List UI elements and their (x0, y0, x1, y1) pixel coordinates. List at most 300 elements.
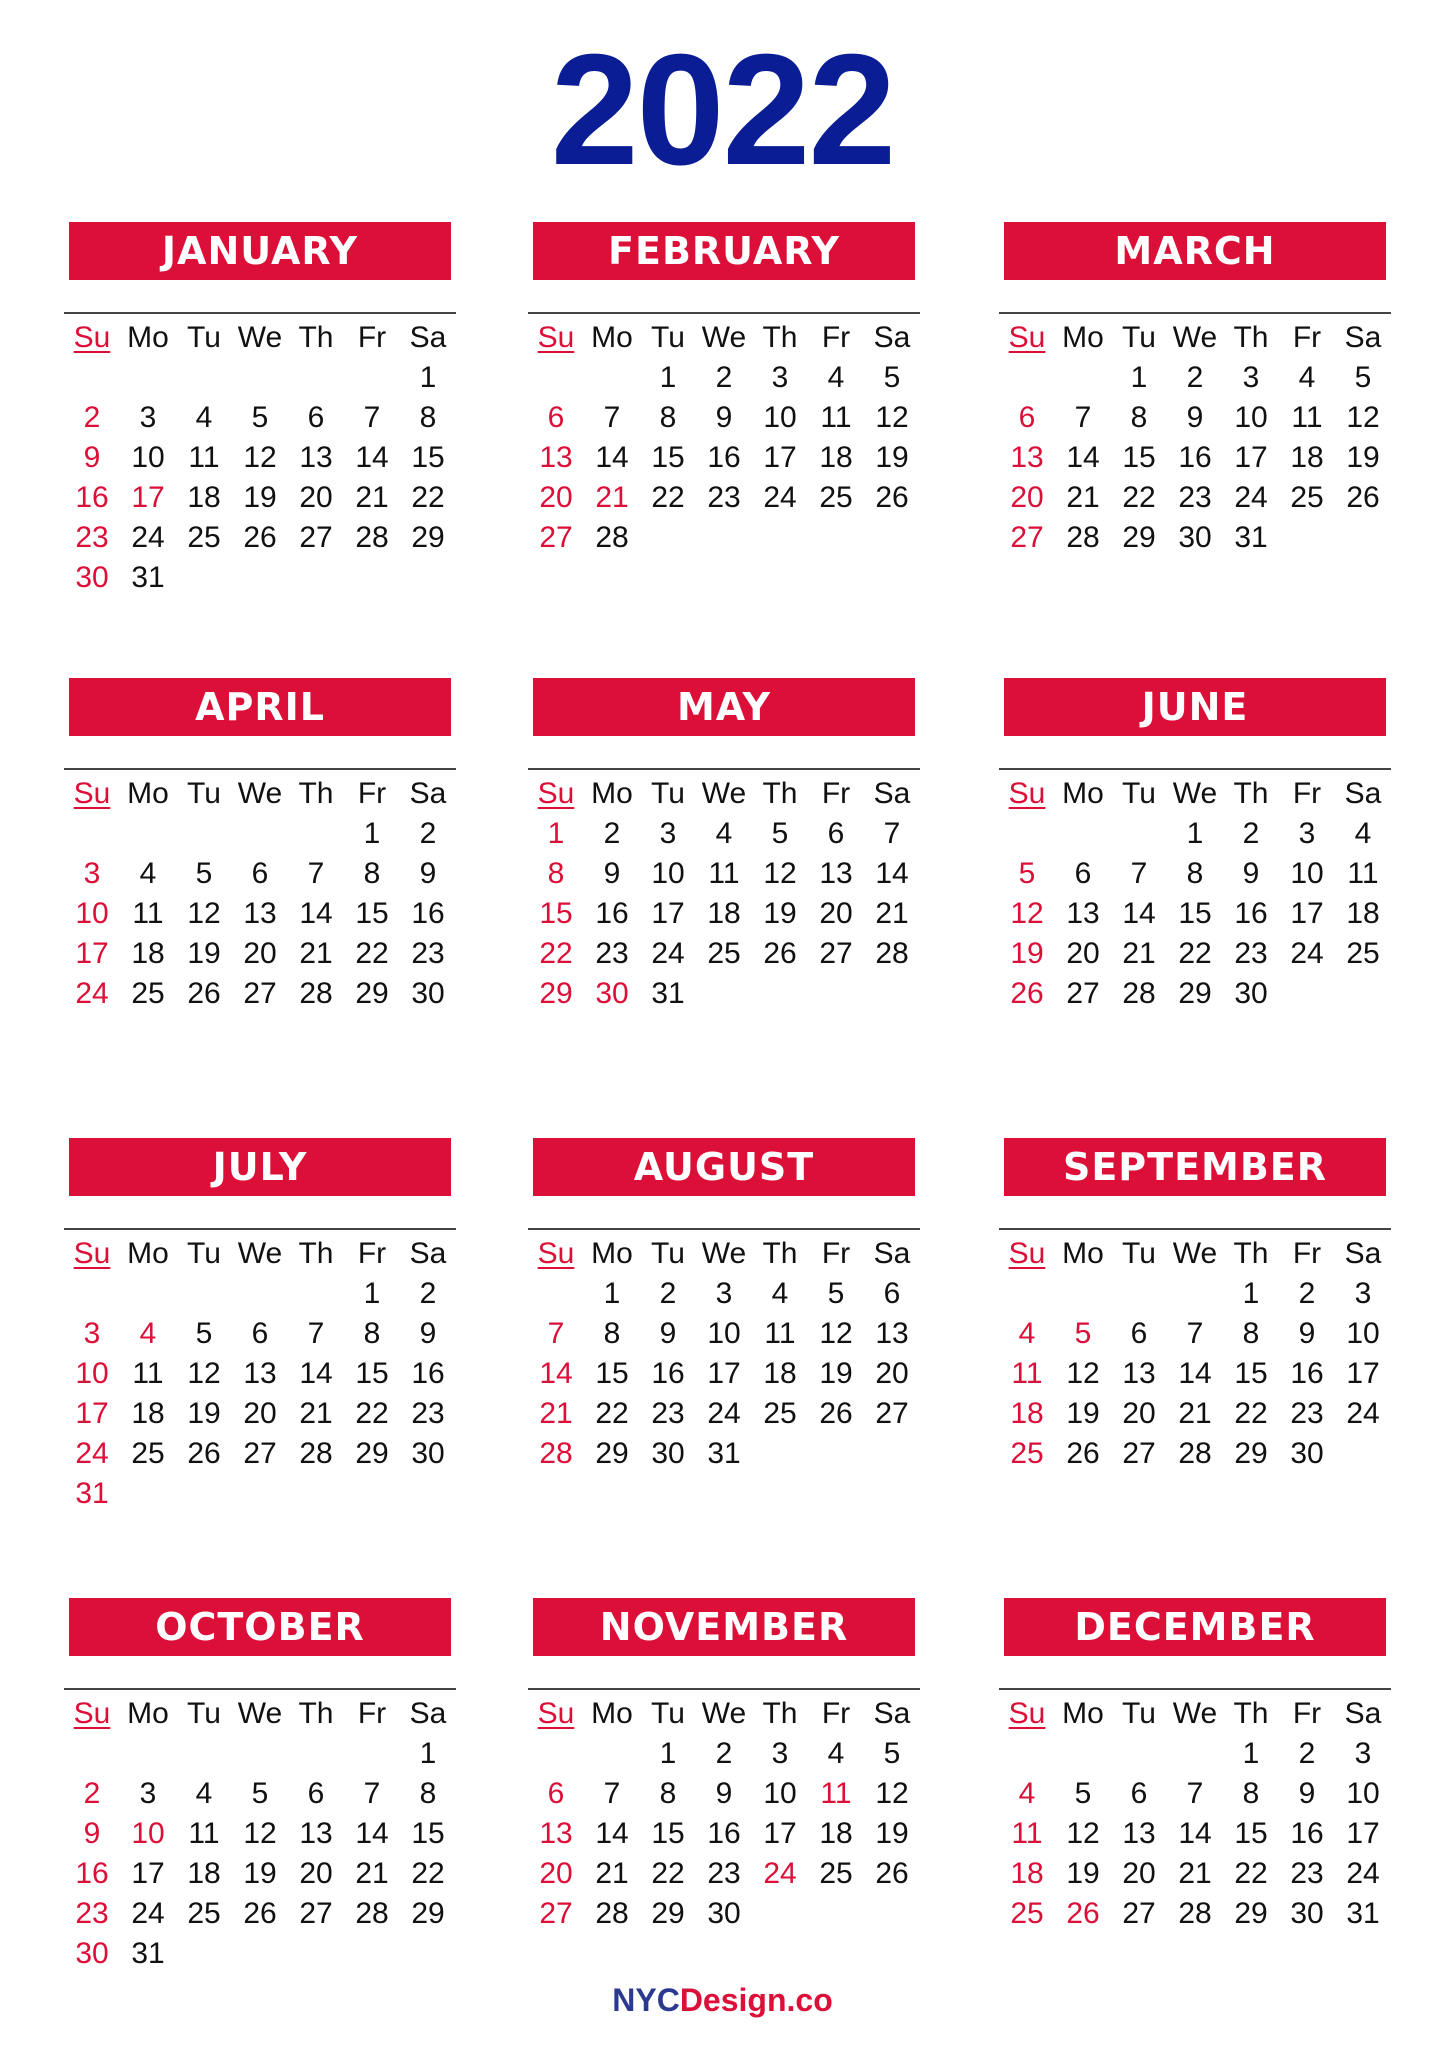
empty-cell (999, 1734, 1055, 1774)
day-cell: 17 (1346, 1357, 1380, 1390)
day-cell: 9 (1242, 857, 1260, 890)
weekday-label: Sa (409, 321, 447, 354)
day-cell: 5 (1074, 1317, 1092, 1350)
day-cell: 19 (187, 937, 221, 970)
day-cell: 19 (187, 1397, 221, 1430)
weekday-label: Sa (1344, 1697, 1382, 1730)
day-cell: 10 (707, 1317, 741, 1350)
weekday-label: Sa (873, 321, 911, 354)
empty-cell (528, 1734, 584, 1774)
day-cell: 23 (411, 937, 445, 970)
empty-cell (64, 814, 120, 854)
day-cell: 21 (1122, 937, 1156, 970)
day-cell: 13 (875, 1317, 909, 1350)
day-cell: 24 (131, 521, 165, 554)
day-cell: 13 (1122, 1357, 1156, 1390)
day-cell: 5 (195, 1317, 213, 1350)
day-cell: 2 (715, 1737, 733, 1770)
weekday-label: Sa (873, 777, 911, 810)
day-cell: 26 (875, 481, 909, 514)
day-cell: 6 (1130, 1777, 1148, 1810)
day-cell: 10 (1346, 1777, 1380, 1810)
footer-brand-part1: NYC (612, 1982, 680, 2018)
day-cell: 3 (139, 401, 157, 434)
day-cell: 14 (595, 1817, 629, 1850)
weekday-label: Mo (127, 777, 169, 810)
day-cell: 22 (355, 937, 389, 970)
empty-cell (528, 1274, 584, 1314)
day-cell: 20 (539, 1857, 573, 1890)
month-february (528, 222, 920, 622)
day-cell: 30 (1290, 1437, 1324, 1470)
day-grid (528, 1234, 920, 1474)
day-cell: 7 (603, 1777, 621, 1810)
empty-cell (1111, 814, 1167, 854)
day-cell: 26 (187, 977, 221, 1010)
day-grid (64, 318, 456, 598)
weekday-label: Th (762, 1697, 798, 1730)
weekday-label: Fr (821, 1697, 851, 1730)
day-cell: 23 (651, 1397, 685, 1430)
day-cell: 21 (1178, 1397, 1212, 1430)
day-cell: 23 (707, 1857, 741, 1890)
month-january (64, 222, 456, 622)
month-november (528, 1598, 920, 1998)
day-cell: 5 (827, 1277, 845, 1310)
day-cell: 18 (819, 1817, 853, 1850)
day-cell: 23 (1290, 1397, 1324, 1430)
month-header: FEBRUARY (533, 222, 915, 280)
day-cell: 30 (595, 977, 629, 1010)
day-cell: 13 (243, 1357, 277, 1390)
day-cell: 11 (764, 1317, 796, 1350)
weekday-label: Tu (1122, 321, 1156, 354)
day-cell: 26 (243, 1897, 277, 1930)
month-march (999, 222, 1391, 622)
month-header: JUNE (1004, 678, 1386, 736)
day-cell: 4 (1354, 817, 1372, 850)
day-cell: 10 (763, 1777, 797, 1810)
day-cell: 21 (1066, 481, 1100, 514)
day-cell: 9 (1298, 1777, 1316, 1810)
weekday-label: Mo (1062, 1237, 1104, 1270)
weekday-label: Fr (1292, 321, 1322, 354)
day-cell: 29 (1234, 1897, 1268, 1930)
weekday-label: Su (73, 777, 111, 810)
day-cell: 1 (659, 1737, 677, 1770)
day-cell: 23 (75, 521, 109, 554)
weekday-label: Th (1233, 777, 1269, 810)
day-cell: 4 (139, 1317, 157, 1350)
month-june (999, 678, 1391, 1078)
day-cell: 27 (1066, 977, 1100, 1010)
weekday-label: Sa (873, 1237, 911, 1270)
day-cell: 19 (1066, 1857, 1100, 1890)
day-cell: 7 (883, 817, 901, 850)
weekday-label: Fr (357, 321, 387, 354)
day-cell: 4 (827, 1737, 845, 1770)
day-cell: 8 (419, 1777, 437, 1810)
day-cell: 10 (651, 857, 685, 890)
weekday-label: Tu (187, 777, 221, 810)
day-cell: 1 (419, 1737, 437, 1770)
day-cell: 5 (251, 401, 269, 434)
empty-cell (176, 1274, 232, 1314)
day-cell: 21 (355, 481, 389, 514)
day-cell: 7 (603, 401, 621, 434)
weekday-label: We (237, 777, 283, 810)
day-cell: 8 (659, 401, 677, 434)
day-cell: 28 (299, 977, 333, 1010)
month-july (64, 1138, 456, 1538)
day-cell: 18 (707, 897, 741, 930)
day-cell: 3 (659, 817, 677, 850)
day-cell: 15 (651, 1817, 685, 1850)
month-april (64, 678, 456, 1078)
day-grid (528, 774, 920, 1014)
day-cell: 15 (411, 1817, 445, 1850)
day-cell: 18 (819, 441, 853, 474)
weekday-label: Su (73, 321, 111, 354)
weekday-label: Th (298, 321, 334, 354)
day-cell: 16 (411, 897, 445, 930)
day-cell: 29 (539, 977, 573, 1010)
day-cell: 27 (875, 1397, 909, 1430)
day-cell: 5 (883, 361, 901, 394)
day-cell: 21 (355, 1857, 389, 1890)
day-cell: 22 (411, 1857, 445, 1890)
day-cell: 6 (883, 1277, 901, 1310)
day-cell: 13 (299, 441, 333, 474)
day-cell: 26 (187, 1437, 221, 1470)
weekday-label: We (1172, 1697, 1218, 1730)
day-cell: 12 (187, 1357, 221, 1390)
day-cell: 7 (363, 401, 381, 434)
day-cell: 6 (547, 1777, 565, 1810)
day-cell: 5 (771, 817, 789, 850)
day-cell: 30 (1234, 977, 1268, 1010)
day-cell: 26 (763, 937, 797, 970)
day-cell: 11 (1011, 1357, 1043, 1390)
day-cell: 10 (75, 1357, 109, 1390)
day-cell: 8 (603, 1317, 621, 1350)
day-cell: 17 (131, 481, 165, 514)
day-cell: 10 (763, 401, 797, 434)
day-cell: 12 (763, 857, 797, 890)
day-cell: 25 (131, 1437, 165, 1470)
day-cell: 20 (819, 897, 853, 930)
weekday-label: We (1172, 321, 1218, 354)
empty-cell (120, 814, 176, 854)
day-cell: 13 (539, 1817, 573, 1850)
day-cell: 16 (707, 441, 741, 474)
day-cell: 18 (187, 481, 221, 514)
weekday-label: Sa (873, 1697, 911, 1730)
day-cell: 17 (1346, 1817, 1380, 1850)
divider (64, 312, 456, 314)
day-cell: 16 (1178, 441, 1212, 474)
empty-cell (528, 358, 584, 398)
day-cell: 25 (707, 937, 741, 970)
day-cell: 25 (1010, 1897, 1044, 1930)
month-september (999, 1138, 1391, 1538)
day-cell: 15 (355, 897, 389, 930)
day-cell: 14 (1122, 897, 1156, 930)
day-cell: 29 (595, 1437, 629, 1470)
day-cell: 24 (651, 937, 685, 970)
day-cell: 29 (411, 1897, 445, 1930)
day-cell: 24 (1290, 937, 1324, 970)
empty-cell (176, 1734, 232, 1774)
day-cell: 25 (819, 1857, 853, 1890)
day-cell: 31 (707, 1437, 741, 1470)
day-cell: 2 (83, 401, 101, 434)
divider (528, 768, 920, 770)
month-header: MAY (533, 678, 915, 736)
empty-cell (232, 1734, 288, 1774)
day-cell: 1 (1242, 1277, 1260, 1310)
day-cell: 6 (251, 857, 269, 890)
day-cell: 11 (708, 857, 740, 890)
day-cell: 21 (595, 1857, 629, 1890)
day-cell: 11 (188, 441, 220, 474)
day-grid (999, 318, 1391, 558)
day-cell: 4 (1018, 1777, 1036, 1810)
year-title: 2022 (550, 22, 895, 198)
weekday-label: Th (298, 1237, 334, 1270)
day-cell: 26 (1066, 1437, 1100, 1470)
day-cell: 15 (411, 441, 445, 474)
day-cell: 4 (715, 817, 733, 850)
day-cell: 14 (539, 1357, 573, 1390)
day-cell: 24 (707, 1397, 741, 1430)
day-cell: 24 (1234, 481, 1268, 514)
empty-cell (999, 358, 1055, 398)
empty-cell (1111, 1274, 1167, 1314)
weekday-label: Su (1008, 1237, 1046, 1270)
month-header: JANUARY (69, 222, 451, 280)
day-grid (64, 1694, 456, 1974)
divider (64, 1228, 456, 1230)
day-cell: 11 (1291, 401, 1323, 434)
weekday-label: Tu (651, 1697, 685, 1730)
empty-cell (176, 814, 232, 854)
day-cell: 18 (131, 1397, 165, 1430)
day-cell: 4 (771, 1277, 789, 1310)
day-cell: 13 (299, 1817, 333, 1850)
day-cell: 6 (547, 401, 565, 434)
divider (528, 1228, 920, 1230)
day-cell: 24 (131, 1897, 165, 1930)
day-cell: 9 (659, 1317, 677, 1350)
month-header: MARCH (1004, 222, 1386, 280)
day-cell: 20 (539, 481, 573, 514)
day-cell: 23 (411, 1397, 445, 1430)
day-cell: 19 (875, 441, 909, 474)
day-cell: 20 (243, 937, 277, 970)
weekday-label: Su (537, 777, 575, 810)
empty-cell (584, 358, 640, 398)
empty-cell (120, 1274, 176, 1314)
day-cell: 4 (195, 1777, 213, 1810)
day-cell: 23 (75, 1897, 109, 1930)
day-cell: 3 (771, 1737, 789, 1770)
day-cell: 9 (603, 857, 621, 890)
weekday-label: Fr (1292, 1697, 1322, 1730)
month-may (528, 678, 920, 1078)
day-cell: 17 (651, 897, 685, 930)
day-cell: 8 (363, 1317, 381, 1350)
day-cell: 23 (595, 937, 629, 970)
day-cell: 7 (307, 1317, 325, 1350)
day-cell: 10 (1346, 1317, 1380, 1350)
day-cell: 3 (771, 361, 789, 394)
day-cell: 22 (1234, 1397, 1268, 1430)
day-cell: 30 (75, 561, 109, 594)
day-cell: 7 (307, 857, 325, 890)
weekday-label: Th (762, 321, 798, 354)
weekday-label: Th (298, 777, 334, 810)
day-cell: 1 (1186, 817, 1204, 850)
day-cell: 22 (411, 481, 445, 514)
day-cell: 12 (243, 1817, 277, 1850)
day-cell: 25 (763, 1397, 797, 1430)
weekday-label: Fr (357, 1697, 387, 1730)
day-cell: 11 (132, 897, 164, 930)
day-cell: 19 (875, 1817, 909, 1850)
month-header: JULY (69, 1138, 451, 1196)
weekday-label: Sa (409, 1697, 447, 1730)
day-cell: 21 (875, 897, 909, 930)
day-cell: 2 (1242, 817, 1260, 850)
day-cell: 21 (299, 1397, 333, 1430)
day-cell: 30 (411, 1437, 445, 1470)
day-cell: 30 (1178, 521, 1212, 554)
empty-cell (1055, 358, 1111, 398)
day-cell: 29 (411, 521, 445, 554)
day-cell: 5 (1074, 1777, 1092, 1810)
day-cell: 6 (307, 1777, 325, 1810)
day-cell: 3 (1354, 1737, 1372, 1770)
day-cell: 2 (1298, 1737, 1316, 1770)
day-cell: 4 (1298, 361, 1316, 394)
day-cell: 6 (827, 817, 845, 850)
day-cell: 11 (188, 1817, 220, 1850)
weekday-label: Mo (1062, 321, 1104, 354)
day-cell: 31 (131, 561, 165, 594)
day-cell: 26 (875, 1857, 909, 1890)
day-cell: 21 (1178, 1857, 1212, 1890)
day-cell: 21 (539, 1397, 573, 1430)
day-cell: 16 (595, 897, 629, 930)
weekday-label: Fr (1292, 1237, 1322, 1270)
weekday-label: We (1172, 777, 1218, 810)
weekday-label: We (701, 777, 747, 810)
divider (999, 1228, 1391, 1230)
empty-cell (1111, 1734, 1167, 1774)
weekday-label: Mo (591, 1237, 633, 1270)
day-cell: 30 (707, 1897, 741, 1930)
empty-cell (232, 1274, 288, 1314)
day-cell: 20 (299, 1857, 333, 1890)
empty-cell (232, 358, 288, 398)
day-cell: 3 (1298, 817, 1316, 850)
day-cell: 22 (355, 1397, 389, 1430)
day-cell: 9 (1298, 1317, 1316, 1350)
day-cell: 7 (1186, 1777, 1204, 1810)
empty-cell (176, 358, 232, 398)
day-cell: 10 (131, 1817, 165, 1850)
day-cell: 29 (1234, 1437, 1268, 1470)
day-cell: 16 (1290, 1817, 1324, 1850)
day-cell: 31 (1346, 1897, 1380, 1930)
day-cell: 8 (659, 1777, 677, 1810)
weekday-label: Su (73, 1237, 111, 1270)
day-cell: 7 (1186, 1317, 1204, 1350)
weekday-label: We (701, 1237, 747, 1270)
divider (64, 1688, 456, 1690)
day-cell: 23 (1290, 1857, 1324, 1890)
empty-cell (344, 358, 400, 398)
day-cell: 6 (251, 1317, 269, 1350)
day-cell: 27 (539, 1897, 573, 1930)
day-cell: 4 (195, 401, 213, 434)
day-cell: 31 (651, 977, 685, 1010)
day-grid (64, 774, 456, 1014)
day-cell: 11 (1347, 857, 1379, 890)
day-cell: 27 (299, 1897, 333, 1930)
day-cell: 14 (355, 1817, 389, 1850)
weekday-label: Su (537, 1237, 575, 1270)
day-cell: 18 (131, 937, 165, 970)
day-cell: 3 (83, 857, 101, 890)
day-cell: 10 (75, 897, 109, 930)
day-cell: 22 (1178, 937, 1212, 970)
day-cell: 25 (187, 1897, 221, 1930)
empty-cell (1167, 1734, 1223, 1774)
day-cell: 8 (363, 857, 381, 890)
month-header: AUGUST (533, 1138, 915, 1196)
month-header: NOVEMBER (533, 1598, 915, 1656)
day-cell: 2 (659, 1277, 677, 1310)
day-cell: 27 (299, 521, 333, 554)
day-cell: 12 (1010, 897, 1044, 930)
day-cell: 25 (1010, 1437, 1044, 1470)
weekday-label: We (701, 1697, 747, 1730)
day-grid (64, 1234, 456, 1514)
day-cell: 11 (132, 1357, 164, 1390)
day-cell: 20 (1010, 481, 1044, 514)
day-cell: 20 (875, 1357, 909, 1390)
day-cell: 12 (875, 1777, 909, 1810)
empty-cell (64, 1734, 120, 1774)
weekday-label: Sa (1344, 1237, 1382, 1270)
day-cell: 25 (1290, 481, 1324, 514)
day-cell: 23 (1178, 481, 1212, 514)
weekday-label: Tu (651, 321, 685, 354)
day-cell: 1 (547, 817, 565, 850)
divider (999, 1688, 1391, 1690)
day-cell: 9 (83, 441, 101, 474)
day-cell: 20 (1122, 1857, 1156, 1890)
weekday-label: Th (1233, 1697, 1269, 1730)
weekday-label: Sa (409, 777, 447, 810)
weekday-label: Fr (821, 321, 851, 354)
day-cell: 28 (355, 1897, 389, 1930)
day-cell: 15 (355, 1357, 389, 1390)
day-cell: 3 (1354, 1277, 1372, 1310)
weekday-label: Mo (591, 321, 633, 354)
